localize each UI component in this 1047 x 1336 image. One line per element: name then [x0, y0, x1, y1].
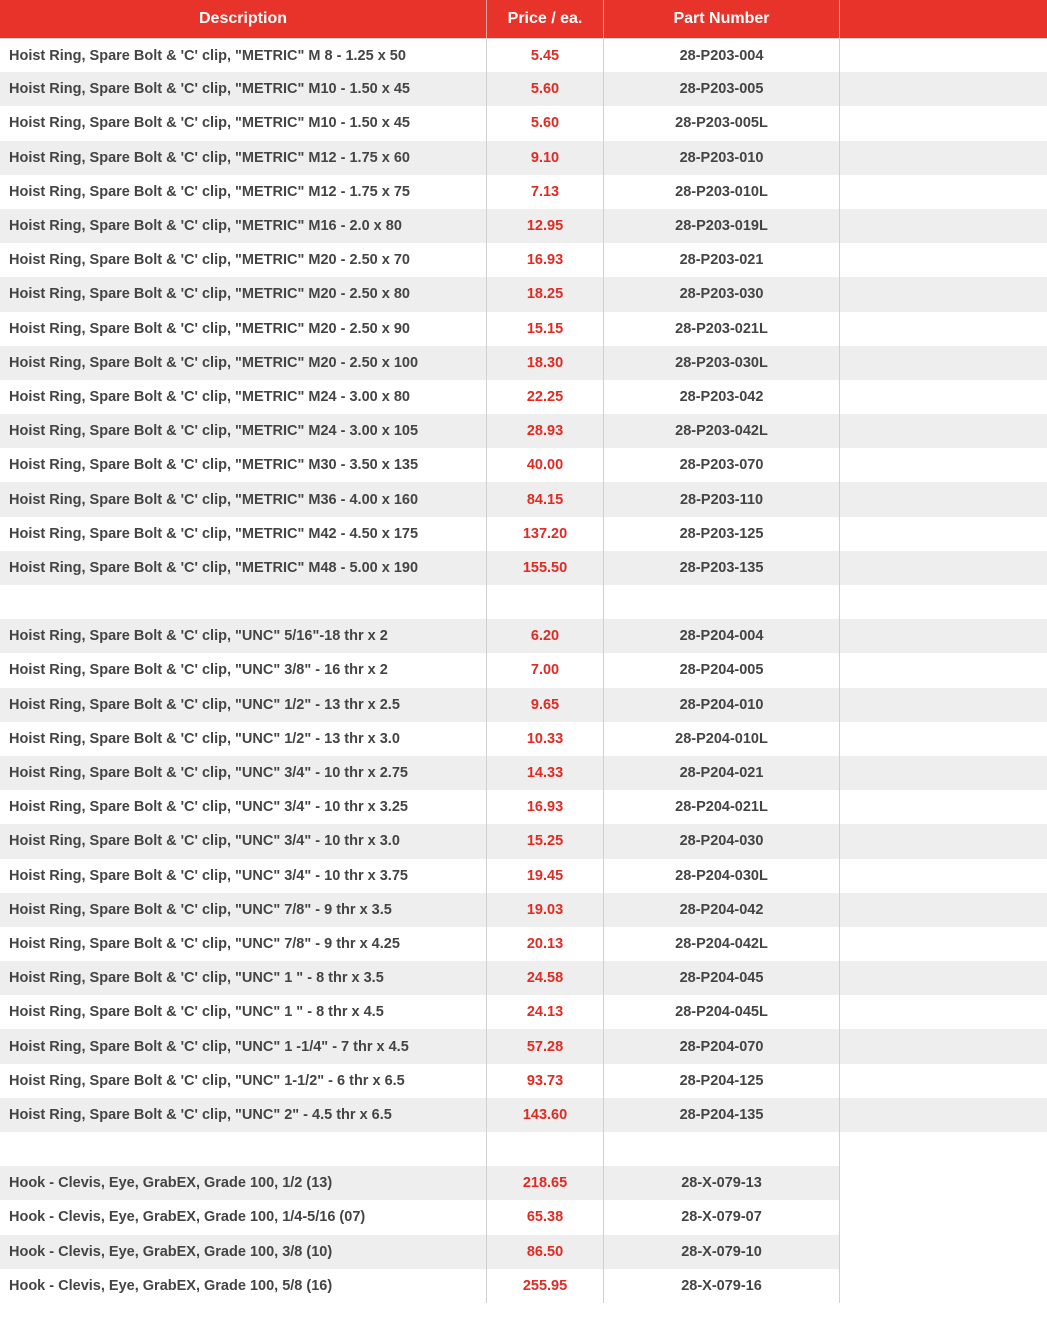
- table-row: [0, 1235, 1047, 1269]
- price-cell: 24.58: [487, 961, 604, 995]
- price-cell: 10.33: [487, 722, 604, 756]
- price-cell: 255.95: [487, 1269, 604, 1303]
- description-cell: Hoist Ring, Spare Bolt & 'C' clip, "UNC" 1 " - 8 thr x 3.5: [0, 961, 487, 995]
- blank-cell: [840, 961, 1047, 995]
- table-row: [0, 277, 1047, 311]
- table-row: [0, 790, 1047, 824]
- blank-cell: [840, 448, 1047, 482]
- blank-cell: [840, 414, 1047, 448]
- description-cell: Hoist Ring, Spare Bolt & 'C' clip, "UNC" 3/4" - 10 thr x 3.75: [0, 859, 487, 893]
- price-cell: 12.95: [487, 209, 604, 243]
- blank-cell: [840, 141, 1047, 175]
- table-row: [0, 756, 1047, 790]
- part-number-cell: 28-P204-045: [604, 961, 840, 995]
- part-number-cell: 28-P204-010L: [604, 722, 840, 756]
- table-row: [0, 175, 1047, 209]
- price-cell: 6.20: [487, 619, 604, 653]
- table-row: [0, 380, 1047, 414]
- price-cell: 218.65: [487, 1166, 604, 1200]
- description-cell: Hoist Ring, Spare Bolt & 'C' clip, "UNC" 3/4" - 10 thr x 3.25: [0, 790, 487, 824]
- table-row: [0, 927, 1047, 961]
- part-number-cell: 28-P203-004: [604, 38, 840, 72]
- description-cell: Hoist Ring, Spare Bolt & 'C' clip, "UNC" 7/8" - 9 thr x 3.5: [0, 893, 487, 927]
- part-number-cell: 28-P204-021L: [604, 790, 840, 824]
- price-cell: 16.93: [487, 243, 604, 277]
- price-cell: 40.00: [487, 448, 604, 482]
- description-cell: Hoist Ring, Spare Bolt & 'C' clip, "UNC" 1 " - 8 thr x 4.5: [0, 995, 487, 1029]
- table-row: [0, 312, 1047, 346]
- price-cell: 18.30: [487, 346, 604, 380]
- price-cell: 9.65: [487, 688, 604, 722]
- part-number-cell: 28-X-079-10: [604, 1235, 840, 1269]
- price-cell: 20.13: [487, 927, 604, 961]
- part-number-cell: 28-X-079-16: [604, 1269, 840, 1303]
- table-row: [0, 346, 1047, 380]
- blank-cell: [840, 551, 1047, 585]
- table-row: [0, 653, 1047, 687]
- part-number-cell: 28-P204-030L: [604, 859, 840, 893]
- price-cell: [487, 585, 604, 619]
- part-number-cell: 28-P204-135: [604, 1098, 840, 1132]
- description-cell: Hook - Clevis, Eye, GrabEX, Grade 100, 3/8 (10): [0, 1235, 487, 1269]
- table-row: [0, 688, 1047, 722]
- description-cell: Hoist Ring, Spare Bolt & 'C' clip, "METRIC" M20 - 2.50 x 70: [0, 243, 487, 277]
- table-row: [0, 243, 1047, 277]
- part-number-cell: 28-P203-021: [604, 243, 840, 277]
- part-number-cell: 28-P204-042: [604, 893, 840, 927]
- table-row: [0, 517, 1047, 551]
- table-row: [0, 619, 1047, 653]
- price-cell: 86.50: [487, 1235, 604, 1269]
- table-row: [0, 1098, 1047, 1132]
- table-row: [0, 72, 1047, 106]
- table-row: [0, 414, 1047, 448]
- table-row: [0, 38, 1047, 72]
- price-cell: 19.45: [487, 859, 604, 893]
- table-row: [0, 1029, 1047, 1063]
- price-cell: 93.73: [487, 1064, 604, 1098]
- part-number-cell: 28-P204-030: [604, 824, 840, 858]
- table-spacer-row: [0, 1132, 1047, 1166]
- price-cell: 5.60: [487, 72, 604, 106]
- part-number-cell: 28-P203-030: [604, 277, 840, 311]
- blank-cell: [840, 1235, 1047, 1269]
- blank-cell: [840, 1064, 1047, 1098]
- description-cell: Hoist Ring, Spare Bolt & 'C' clip, "UNC" 3/8" - 16 thr x 2: [0, 653, 487, 687]
- part-number-cell: [604, 1132, 840, 1166]
- description-cell: Hoist Ring, Spare Bolt & 'C' clip, "METRIC" M20 - 2.50 x 100: [0, 346, 487, 380]
- description-cell: Hoist Ring, Spare Bolt & 'C' clip, "METRIC" M16 - 2.0 x 80: [0, 209, 487, 243]
- part-number-cell: 28-P203-125: [604, 517, 840, 551]
- table-row: [0, 722, 1047, 756]
- price-cell: 84.15: [487, 482, 604, 516]
- price-cell: 14.33: [487, 756, 604, 790]
- description-cell: Hoist Ring, Spare Bolt & 'C' clip, "UNC" 5/16"-18 thr x 2: [0, 619, 487, 653]
- price-cell: 57.28: [487, 1029, 604, 1063]
- part-number-cell: 28-P204-042L: [604, 927, 840, 961]
- description-cell: Hoist Ring, Spare Bolt & 'C' clip, "METRIC" M30 - 3.50 x 135: [0, 448, 487, 482]
- description-cell: Hoist Ring, Spare Bolt & 'C' clip, "UNC" 1 -1/4" - 7 thr x 4.5: [0, 1029, 487, 1063]
- part-number-cell: 28-P203-005: [604, 72, 840, 106]
- table-row: [0, 141, 1047, 175]
- description-cell: Hoist Ring, Spare Bolt & 'C' clip, "METRIC" M10 - 1.50 x 45: [0, 106, 487, 140]
- description-cell: Hoist Ring, Spare Bolt & 'C' clip, "METRIC" M36 - 4.00 x 160: [0, 482, 487, 516]
- price-cell: 155.50: [487, 551, 604, 585]
- part-number-cell: 28-X-079-07: [604, 1200, 840, 1234]
- price-cell: 143.60: [487, 1098, 604, 1132]
- blank-cell: [840, 824, 1047, 858]
- price-cell: 18.25: [487, 277, 604, 311]
- table-row: [0, 482, 1047, 516]
- description-cell: Hoist Ring, Spare Bolt & 'C' clip, "UNC" 3/4" - 10 thr x 2.75: [0, 756, 487, 790]
- price-cell: 15.25: [487, 824, 604, 858]
- description-cell: Hook - Clevis, Eye, GrabEX, Grade 100, 1/4-5/16 (07): [0, 1200, 487, 1234]
- blank-cell: [840, 106, 1047, 140]
- blank-cell: [840, 312, 1047, 346]
- header-empty: [840, 0, 1047, 38]
- table-row: [0, 106, 1047, 140]
- part-number-cell: 28-P203-019L: [604, 209, 840, 243]
- table-row: [0, 893, 1047, 927]
- description-cell: Hoist Ring, Spare Bolt & 'C' clip, "METRIC" M12 - 1.75 x 60: [0, 141, 487, 175]
- description-cell: Hoist Ring, Spare Bolt & 'C' clip, "UNC" 1/2" - 13 thr x 2.5: [0, 688, 487, 722]
- description-cell: Hoist Ring, Spare Bolt & 'C' clip, "METRIC" M10 - 1.50 x 45: [0, 72, 487, 106]
- description-cell: Hoist Ring, Spare Bolt & 'C' clip, "METRIC" M20 - 2.50 x 90: [0, 312, 487, 346]
- table-body: [0, 38, 1047, 1303]
- blank-cell: [840, 243, 1047, 277]
- table-row: [0, 1269, 1047, 1303]
- table-row: [0, 1166, 1047, 1200]
- part-number-cell: 28-P204-004: [604, 619, 840, 653]
- description-cell: Hoist Ring, Spare Bolt & 'C' clip, "METRIC" M 8 - 1.25 x 50: [0, 38, 487, 72]
- part-number-cell: 28-P203-042L: [604, 414, 840, 448]
- part-number-cell: 28-P203-070: [604, 448, 840, 482]
- blank-cell: [840, 380, 1047, 414]
- blank-cell: [840, 790, 1047, 824]
- price-cell: 22.25: [487, 380, 604, 414]
- description-cell: Hoist Ring, Spare Bolt & 'C' clip, "METRIC" M24 - 3.00 x 105: [0, 414, 487, 448]
- table-row: [0, 551, 1047, 585]
- table-row: [0, 209, 1047, 243]
- blank-cell: [840, 277, 1047, 311]
- blank-cell: [840, 72, 1047, 106]
- part-number-cell: 28-P203-005L: [604, 106, 840, 140]
- table-row: [0, 824, 1047, 858]
- description-cell: Hoist Ring, Spare Bolt & 'C' clip, "UNC" 1-1/2" - 6 thr x 6.5: [0, 1064, 487, 1098]
- blank-cell: [840, 1200, 1047, 1234]
- table-row: [0, 1064, 1047, 1098]
- part-number-cell: 28-P204-021: [604, 756, 840, 790]
- table-row: [0, 1200, 1047, 1234]
- blank-cell: [840, 1269, 1047, 1303]
- price-cell: [487, 1132, 604, 1166]
- blank-cell: [840, 346, 1047, 380]
- price-cell: 24.13: [487, 995, 604, 1029]
- table-spacer-row: [0, 585, 1047, 619]
- description-cell: [0, 585, 487, 619]
- header-part-number: Part Number: [604, 0, 840, 38]
- description-cell: Hook - Clevis, Eye, GrabEX, Grade 100, 1/2 (13): [0, 1166, 487, 1200]
- description-cell: Hook - Clevis, Eye, GrabEX, Grade 100, 5/8 (16): [0, 1269, 487, 1303]
- blank-cell: [840, 756, 1047, 790]
- blank-cell: [840, 209, 1047, 243]
- price-cell: 5.45: [487, 38, 604, 72]
- price-cell: 7.00: [487, 653, 604, 687]
- part-number-cell: [604, 585, 840, 619]
- part-number-cell: 28-P203-030L: [604, 346, 840, 380]
- part-number-cell: 28-P203-110: [604, 482, 840, 516]
- description-cell: [0, 1132, 487, 1166]
- price-cell: 19.03: [487, 893, 604, 927]
- description-cell: Hoist Ring, Spare Bolt & 'C' clip, "METRIC" M42 - 4.50 x 175: [0, 517, 487, 551]
- price-cell: 16.93: [487, 790, 604, 824]
- blank-cell: [840, 653, 1047, 687]
- description-cell: Hoist Ring, Spare Bolt & 'C' clip, "UNC" 7/8" - 9 thr x 4.25: [0, 927, 487, 961]
- part-number-cell: 28-P204-070: [604, 1029, 840, 1063]
- part-number-cell: 28-P203-021L: [604, 312, 840, 346]
- part-number-cell: 28-P204-125: [604, 1064, 840, 1098]
- part-number-cell: 28-P203-042: [604, 380, 840, 414]
- header-price: Price / ea.: [487, 0, 604, 38]
- description-cell: Hoist Ring, Spare Bolt & 'C' clip, "UNC" 1/2" - 13 thr x 3.0: [0, 722, 487, 756]
- blank-cell: [840, 893, 1047, 927]
- blank-cell: [840, 619, 1047, 653]
- blank-cell: [840, 927, 1047, 961]
- blank-cell: [840, 688, 1047, 722]
- part-number-cell: 28-P203-010: [604, 141, 840, 175]
- description-cell: Hoist Ring, Spare Bolt & 'C' clip, "UNC" 2" - 4.5 thr x 6.5: [0, 1098, 487, 1132]
- description-cell: Hoist Ring, Spare Bolt & 'C' clip, "UNC" 3/4" - 10 thr x 3.0: [0, 824, 487, 858]
- description-cell: Hoist Ring, Spare Bolt & 'C' clip, "METRIC" M12 - 1.75 x 75: [0, 175, 487, 209]
- description-cell: Hoist Ring, Spare Bolt & 'C' clip, "METRIC" M20 - 2.50 x 80: [0, 277, 487, 311]
- part-number-cell: 28-P203-135: [604, 551, 840, 585]
- price-cell: 28.93: [487, 414, 604, 448]
- part-number-cell: 28-P204-045L: [604, 995, 840, 1029]
- blank-cell: [840, 482, 1047, 516]
- header-description: Description: [0, 0, 487, 38]
- blank-cell: [840, 1029, 1047, 1063]
- blank-cell: [840, 722, 1047, 756]
- price-cell: 65.38: [487, 1200, 604, 1234]
- price-cell: 5.60: [487, 106, 604, 140]
- blank-cell: [840, 175, 1047, 209]
- blank-cell: [840, 38, 1047, 72]
- price-cell: 9.10: [487, 141, 604, 175]
- blank-cell: [840, 859, 1047, 893]
- description-cell: Hoist Ring, Spare Bolt & 'C' clip, "METRIC" M24 - 3.00 x 80: [0, 380, 487, 414]
- part-number-cell: 28-X-079-13: [604, 1166, 840, 1200]
- part-number-cell: 28-P203-010L: [604, 175, 840, 209]
- part-number-cell: 28-P204-005: [604, 653, 840, 687]
- blank-cell: [840, 585, 1047, 619]
- table-header: [0, 0, 1047, 38]
- part-number-cell: 28-P204-010: [604, 688, 840, 722]
- blank-cell: [840, 1098, 1047, 1132]
- table-row: [0, 448, 1047, 482]
- price-cell: 137.20: [487, 517, 604, 551]
- table-row: [0, 961, 1047, 995]
- table-row: [0, 859, 1047, 893]
- price-cell: 7.13: [487, 175, 604, 209]
- description-cell: Hoist Ring, Spare Bolt & 'C' clip, "METRIC" M48 - 5.00 x 190: [0, 551, 487, 585]
- blank-cell: [840, 517, 1047, 551]
- table-row: [0, 995, 1047, 1029]
- price-cell: 15.15: [487, 312, 604, 346]
- blank-cell: [840, 1166, 1047, 1200]
- blank-cell: [840, 995, 1047, 1029]
- blank-cell: [840, 1132, 1047, 1166]
